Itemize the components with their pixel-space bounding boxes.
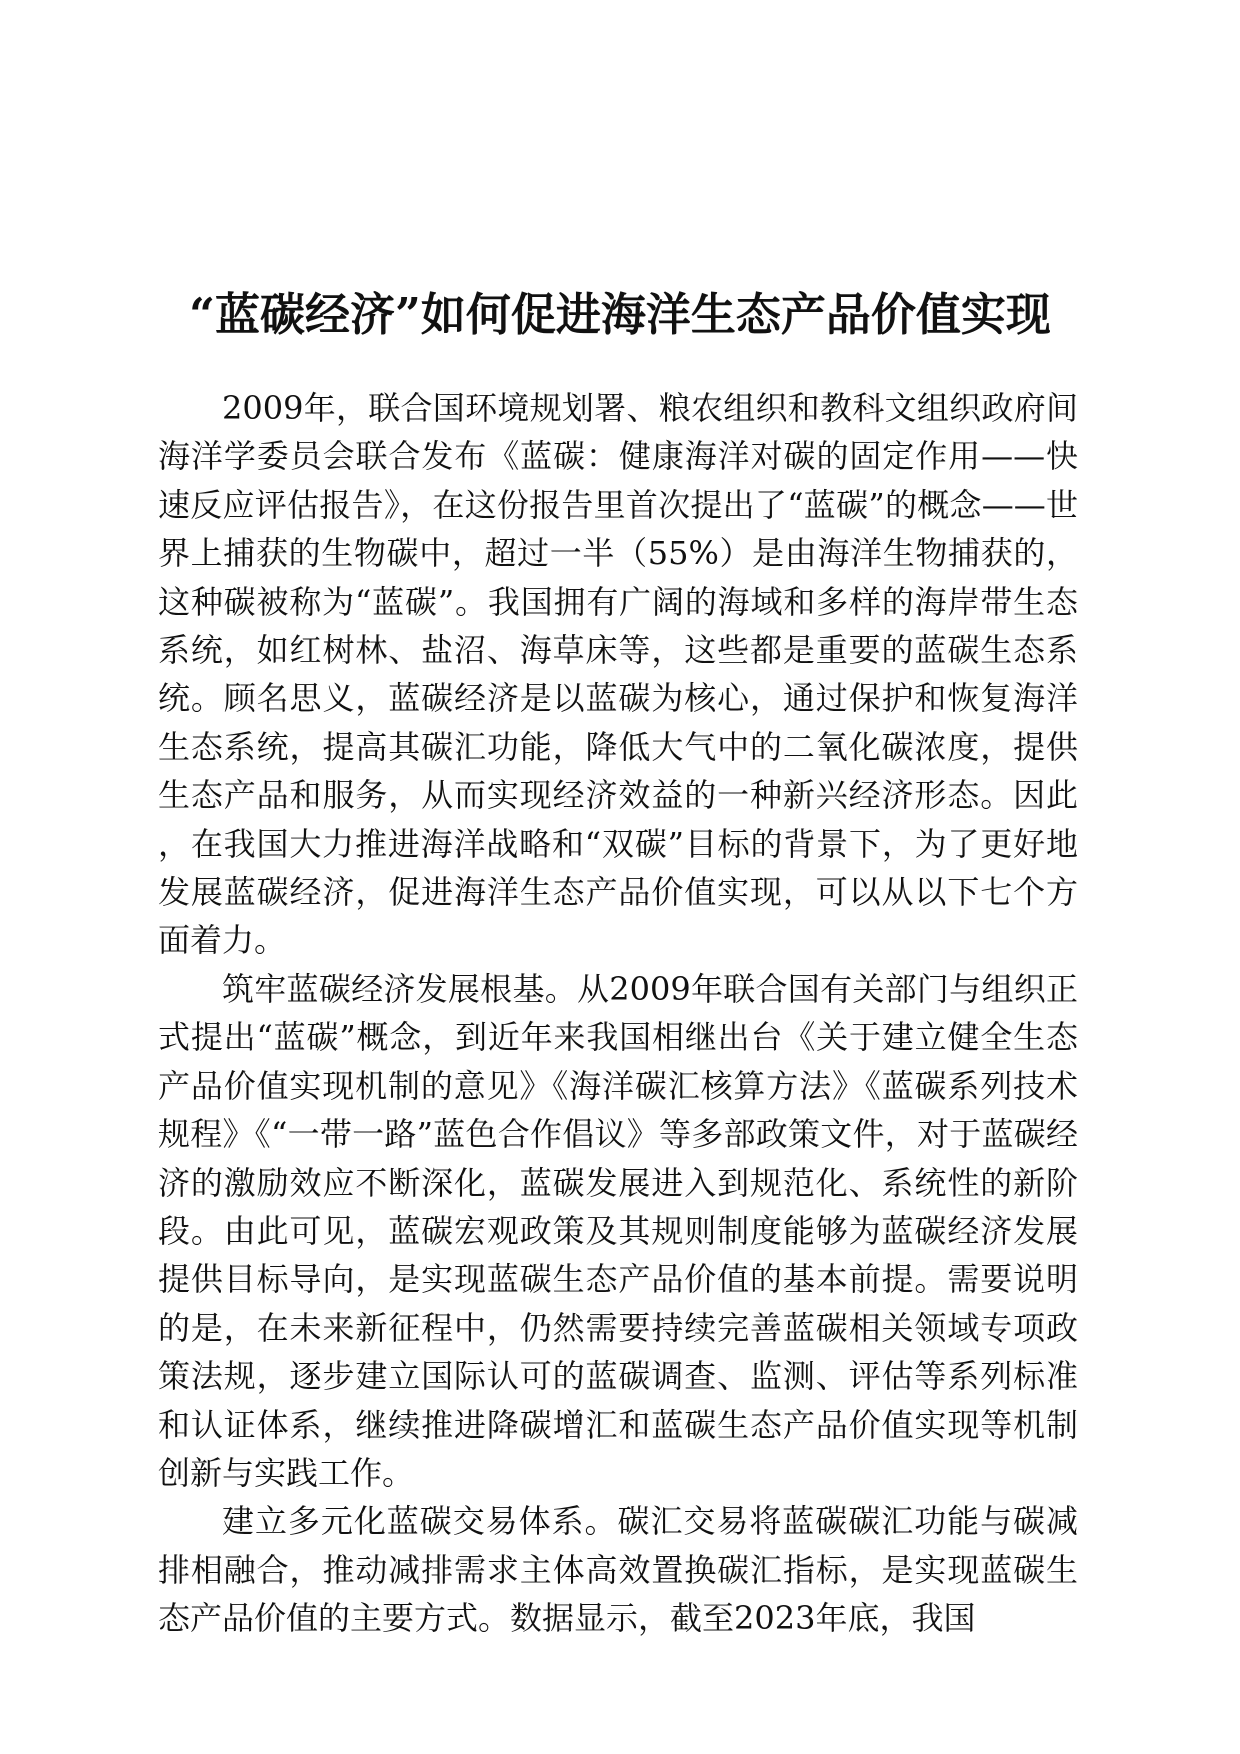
document-body — [158, 384, 1078, 1643]
paragraph-intro: 2009年，联合国环境规划署、粮农组织和教科文组织政府间海洋学委员会联合发布《蓝碳：健康海洋对碳的固定作用——快速反应评估报告》，在这份报告里首次提出了“蓝碳”的概念——世界上捕获的生物碳中，超过一半（55%）是由海洋生物捕获的，这种碳被称为“蓝碳”。我国拥有广阔的海域和多样的海岸带生态系统，如红树林、盐沼、海草床等，这些都是重要的蓝碳生态系统。顾名思义，蓝碳经济是以蓝碳为核心，通过保护和恢复海洋生态系统，提高其碳汇功能，降低大气中的二氧化碳浓度，提供生态产品和服务，从而实现经济效益的一种新兴经济形态。因此，在我国大力推进海洋战略和“双碳”目标的背景下，为了更好地发展蓝碳经济，促进海洋生态产品价值实现，可以从以下七个方面着力。 — [158, 389, 1078, 960]
paragraph-foundation: 筑牢蓝碳经济发展根基。从2009年联合国有关部门与组织正式提出“蓝碳”概念，到近年来我国相继出台《关于建立健全生态产品价值实现机制的意见》《海洋碳汇核算方法》《蓝碳系列技术规程》《“一带一路”蓝色合作倡议》等多部政策文件，对于蓝碳经济的激励效应不断深化，蓝碳发展进入到规范化、系统性的新阶段。由此可见，蓝碳宏观政策及其规则制度能够为蓝碳经济发展提供目标导向，是实现蓝碳生态产品价值的基本前提。需要说明的是，在未来新征程中，仍然需要持续完善蓝碳相关领域专项政策法规，逐步建立国际认可的蓝碳调查、监测、评估等系列标准和认证体系，继续推进降碳增汇和蓝碳生态产品价值实现等机制创新与实践工作。 — [158, 969, 1078, 1492]
document-title: “蓝碳经济”如何促进海洋生态产品价值实现 — [189, 288, 1051, 342]
paragraph-trading-system: 建立多元化蓝碳交易体系。碳汇交易将蓝碳碳汇功能与碳减排相融合，推动减排需求主体高效置换碳汇指标，是实现蓝碳生态产品价值的主要方式。数据显示，截至2023年底，我国 — [158, 1502, 1078, 1638]
